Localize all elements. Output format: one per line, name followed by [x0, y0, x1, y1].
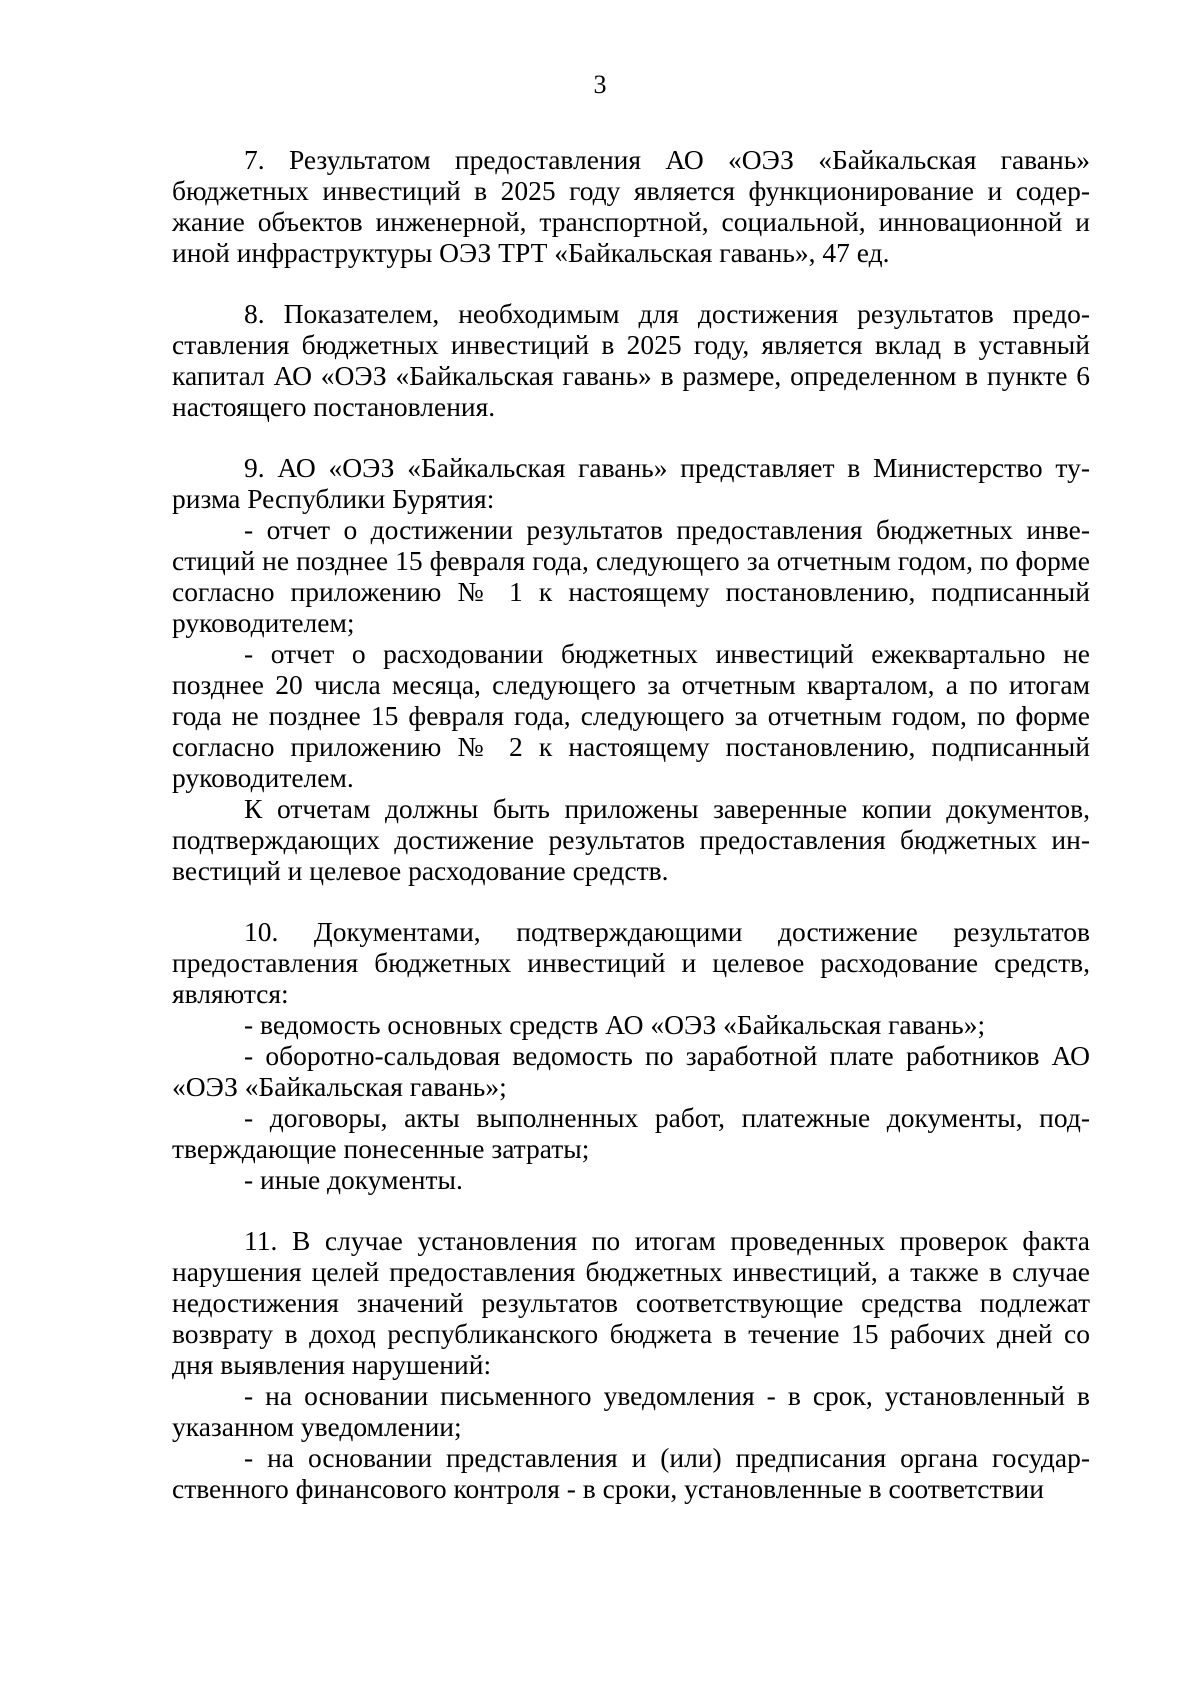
page-number: 3 — [593, 70, 607, 99]
clause-11-item-written-notice: - на основании письменного уведомления - в срок, установленный в указанном уведомлении; — [172, 1380, 1090, 1442]
clause-9-attachments-note: К отчетам должны быть приложены заверенные копии документов, подтверждающих достижение результатов предоставления бюджетных инвестиций и целевое расходование средств. — [172, 793, 1090, 886]
clause-8 — [172, 298, 1090, 422]
clause-11-intro: 11. В случае установления по итогам проведенных проверок факта нарушения целей предоставления бюджетных инвестиций, а также в случае недостижения значений результатов соответствующие средства подлежат возврату в доход республиканского бюджета в течение 15 рабочих дней со дня выявления нарушений: — [172, 1225, 1090, 1380]
clause-7-paragraph: 7. Результатом предоставления АО «ОЭЗ «Байкальская гавань» бюджетных инвестиций в 2025 году является функционирование и содержание объектов инженерной, транспортной, социальной, инновационной и иной инфраструктуры ОЭЗ ТРТ «Байкальская гавань», 47 ед. — [172, 144, 1090, 268]
clause-10-item-fixed-assets: - ведомость основных средств АО «ОЭЗ «Байкальская гавань»; — [244, 1009, 986, 1040]
clause-10-item-contracts: - договоры, акты выполненных работ, платежные документы, подтверждающие понесенные затраты; — [172, 1102, 1090, 1164]
clause-11 — [172, 1225, 1090, 1504]
clause-10 — [172, 916, 1090, 1195]
clause-9-intro: 9. АО «ОЭЗ «Байкальская гавань» представляет в Министерство туризма Республики Бурятия: — [172, 452, 1090, 514]
paragraph-gap — [172, 422, 1090, 452]
clause-9-item-results-report: - отчет о достижении результатов предоставления бюджетных инвестиций не позднее 15 февраля года, следующего за отчетным годом, по форме согласно приложению № 1 к настоящему постановлению, подписанный руководителем; — [172, 514, 1090, 638]
clause-10-intro: 10. Документами, подтверждающими достижение результатов предоставления бюджетных инвестиций и целевое расходование средств, являются: — [172, 916, 1090, 1009]
paragraph-gap — [172, 1195, 1090, 1225]
clause-9-item-spending-report: - отчет о расходовании бюджетных инвестиций ежеквартально не позднее 20 числа месяца, следующего за отчетным кварталом, а по итогам года не позднее 15 февраля года, следующего за отчетным годом, по форме согласно приложению № 2 к настоящему постановлению, подписанный руководителем. — [172, 638, 1090, 793]
clause-10-item-other: - иные документы. — [244, 1164, 463, 1195]
clause-8-paragraph: 8. Показателем, необходимым для достижения результатов предоставления бюджетных инвестиций в 2025 году, является вклад в уставный капитал АО «ОЭЗ «Байкальская гавань» в размере, определенном в пункте 6 настоящего постановления. — [172, 298, 1090, 422]
document-body — [172, 144, 1090, 1504]
clause-10-item-payroll-statement: - оборотно-сальдовая ведомость по заработной плате работников АО «ОЭЗ «Байкальская гавань»; — [172, 1040, 1090, 1102]
clause-9 — [172, 452, 1090, 886]
paragraph-gap — [172, 886, 1090, 916]
clause-11-item-control-body: - на основании представления и (или) предписания органа государственного финансового контроля - в сроки, установленные в соответствии — [172, 1442, 1090, 1504]
clause-7 — [172, 144, 1090, 268]
paragraph-gap — [172, 268, 1090, 298]
